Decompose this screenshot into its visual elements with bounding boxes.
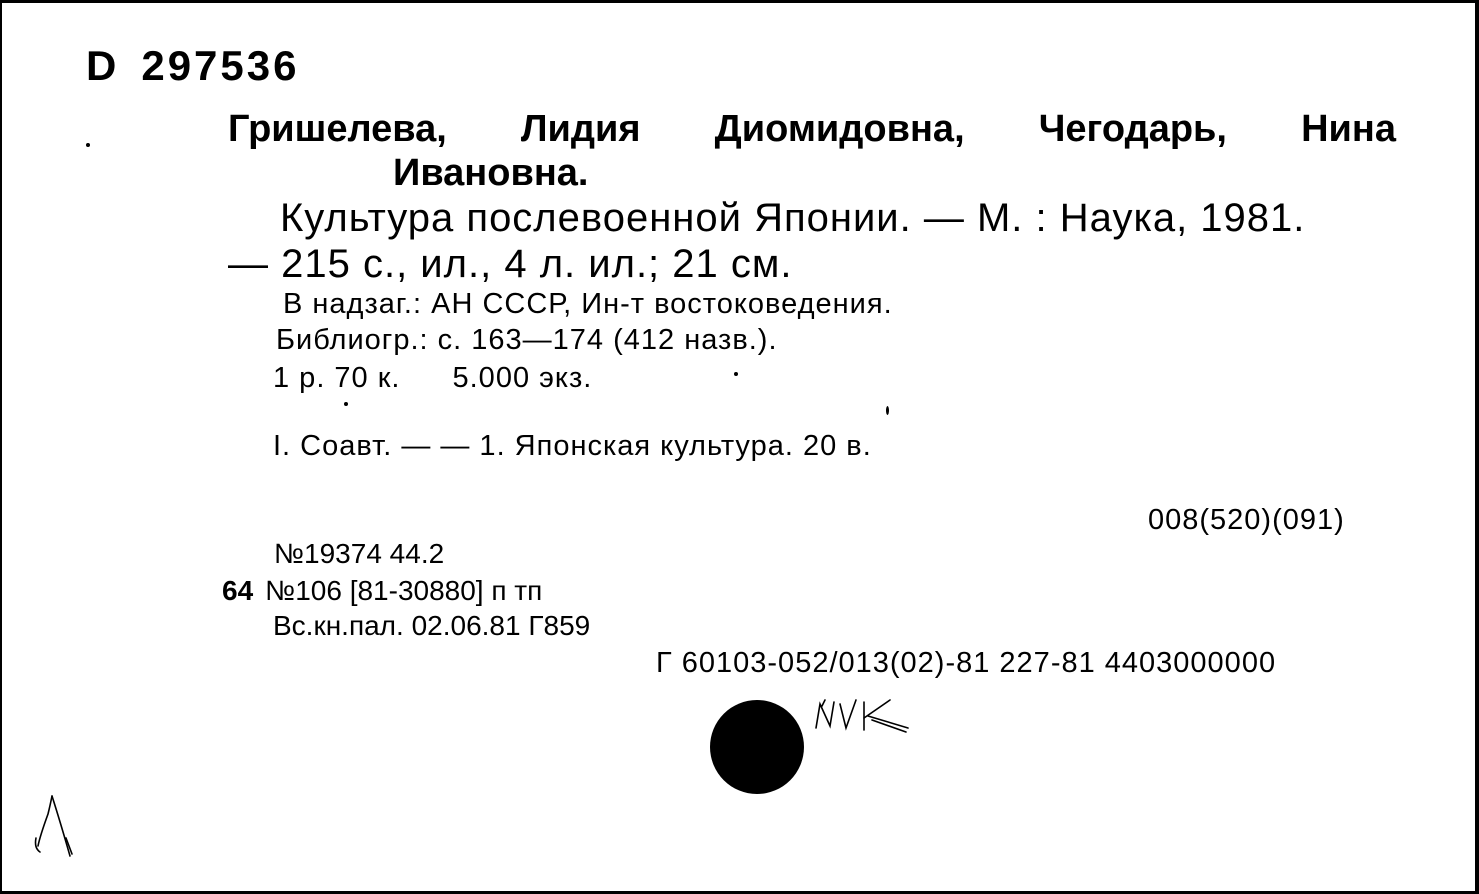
author-word: Лидия [520,108,641,150]
registration-text: №106 [81-30880] п тп [265,575,543,606]
speck [344,402,348,406]
author-word: Чегодарь, [1038,108,1227,150]
price: 1 р. 70 к. [273,362,401,394]
print-run: 5.000 экз. [452,362,593,394]
book-chamber-line: Вс.кн.пал. 02.06.81 Г859 [273,610,591,641]
note-bibliography: Библиогр.: с. 163—174 (412 назв.). [276,324,778,356]
card-border-left [0,0,2,894]
physical-description: — 215 с., ил., 4 л. ил.; 21 см. [228,242,793,286]
author-word: Гришелева, [228,108,447,150]
udc-classification: 008(520)(091) [1148,504,1345,536]
price-and-copies [273,362,592,395]
author-word: Диомидовна, [714,108,965,150]
call-number-value: 297536 [141,42,300,89]
card-border-right [1475,0,1479,894]
registration-line: №19374 44.2 [274,538,445,569]
handwritten-initials-icon [812,690,912,740]
author-heading-continued: Ивановна. [393,152,589,194]
speck [86,143,90,147]
note-head-organization: В надзаг.: АН СССР, Ин-т востоковедения. [283,288,893,320]
registration-number: 64 [222,575,254,606]
speck [886,406,889,415]
author-heading [228,108,1396,151]
call-number [86,42,300,90]
author-word: Нина [1301,108,1396,150]
handwritten-mark-icon [30,786,80,866]
punch-hole [710,700,804,794]
speck [734,372,738,376]
call-number-prefix: D [86,42,120,89]
subject-tracings: I. Соавт. — — 1. Японская культура. 20 в. [273,430,872,462]
registration-line [222,575,542,607]
card-border-top [0,0,1479,3]
title-imprint: Культура послевоенной Японии. — М. : Наука, 1981. [280,196,1306,240]
index-code-line: Г 60103-052/013(02)-81 227-81 4403000000 [656,647,1277,679]
